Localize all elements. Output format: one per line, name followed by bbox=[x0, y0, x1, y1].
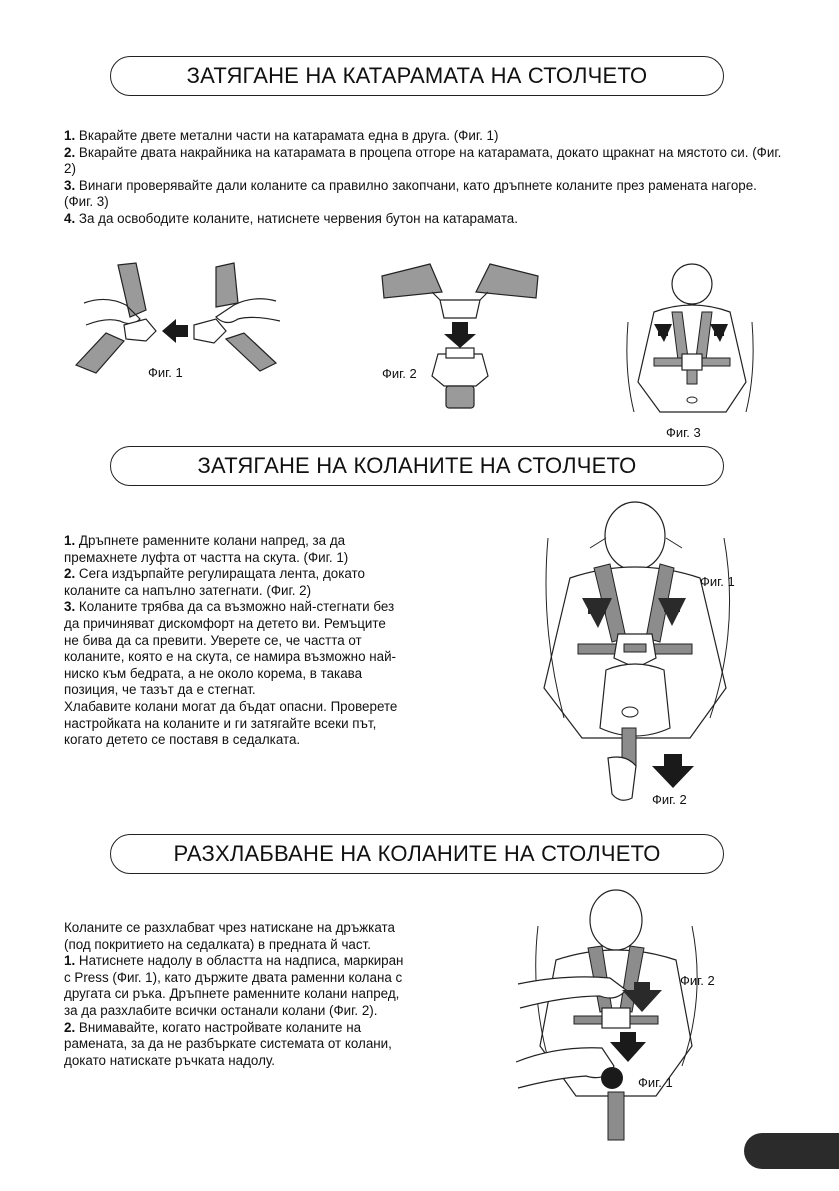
figure-caption: Фиг. 3 bbox=[666, 425, 701, 440]
intro: Коланите се разхлабват чрез натискане на дръжката (под покритието на седалката) в предната й част. bbox=[64, 920, 395, 952]
figure-caption: Фиг. 1 bbox=[148, 365, 183, 380]
figure-caption: Фиг. 2 bbox=[680, 973, 715, 988]
arrow-down-icon bbox=[444, 322, 476, 348]
step: 2. Внимавайте, когато настройвате коланите на рамената, за да не разбъркате системата от колани, докато натискате ръчката надолу. bbox=[64, 1019, 392, 1068]
note: Хлабавите колани могат да бъдат опасни. Проверете настройката на коланите и ги затягайте всеки път, когато детето се поставя в седалката. bbox=[64, 698, 398, 748]
figure-caption: Фиг. 1 bbox=[638, 1075, 673, 1090]
figure-check-straps bbox=[624, 262, 754, 442]
figure-loosen-straps bbox=[516, 886, 746, 1146]
check-straps-illustration bbox=[624, 262, 754, 442]
loosen-straps-illustration bbox=[516, 886, 746, 1146]
step: 1. Дръпнете раменните колани напред, за да премахнете луфта от частта на скута. (Фиг. 1) bbox=[64, 533, 349, 565]
step: 1. Вкарайте двете метални части на катарамата една в друга. (Фиг. 1) bbox=[64, 128, 499, 143]
step: 2. Вкарайте двата накрайника на катарамата в процепа отгоре на катарамата, докато щракнат на мястото си. (Фиг. 2) bbox=[64, 144, 782, 177]
figure-caption: Фиг. 2 bbox=[652, 792, 687, 807]
section-3-steps bbox=[64, 920, 404, 1069]
figure-buckle-join bbox=[66, 255, 291, 385]
page-corner-tab bbox=[744, 1133, 839, 1169]
figure-buckle-insert bbox=[380, 262, 540, 412]
step: 1. Натиснете надолу в областта на надписа, маркиран с Press (Фиг. 1), като държите двата раменни колана с другата си ръка. Дръпнете раменните колани напред, за да разхлабите всички останали колани (Фиг. 2). bbox=[64, 953, 404, 1018]
section-2-steps bbox=[64, 533, 404, 749]
step: 3. Коланите трябва да са възможно най-стегнати без да причиняват дискомфорт на детето ви. Ремъците не бива да са превити. Уверете се, че частта от коланите, която е на скута, се намира възможно най-ниско към бедрата, а не около корема, в такава позиция, че тазът да е стегнат. bbox=[64, 599, 397, 698]
arrow-left-icon bbox=[162, 319, 188, 343]
step: 3. Винаги проверявайте дали коланите са правилно закопчани, като дръпнете коланите през рамената нагоре. (Фиг. 3) bbox=[64, 177, 757, 210]
tighten-straps-illustration bbox=[540, 498, 770, 813]
step: 4. За да освободите коланите, натиснете червения бутон на катарамата. bbox=[64, 210, 518, 226]
section-2-title: ЗАТЯГАНЕ НА КОЛАНИТЕ НА СТОЛЧЕТО bbox=[110, 446, 724, 486]
step: 2. Сега издърпайте регулиращата лента, докато коланите са напълно затегнати. (Фиг. 2) bbox=[64, 566, 365, 598]
figure-tighten-straps bbox=[540, 498, 770, 813]
section-3-title: РАЗХЛАБВАНЕ НА КОЛАНИТЕ НА СТОЛЧЕТО bbox=[110, 834, 724, 874]
buckle-insert-illustration bbox=[380, 262, 540, 412]
section-1-steps bbox=[64, 128, 784, 228]
figure-caption: Фиг. 2 bbox=[382, 366, 417, 381]
section-1-title: ЗАТЯГАНЕ НА КАТАРАМАТА НА СТОЛЧЕТО bbox=[110, 56, 724, 96]
figure-caption: Фиг. 1 bbox=[700, 574, 735, 589]
arrow-down-icon bbox=[652, 754, 694, 788]
